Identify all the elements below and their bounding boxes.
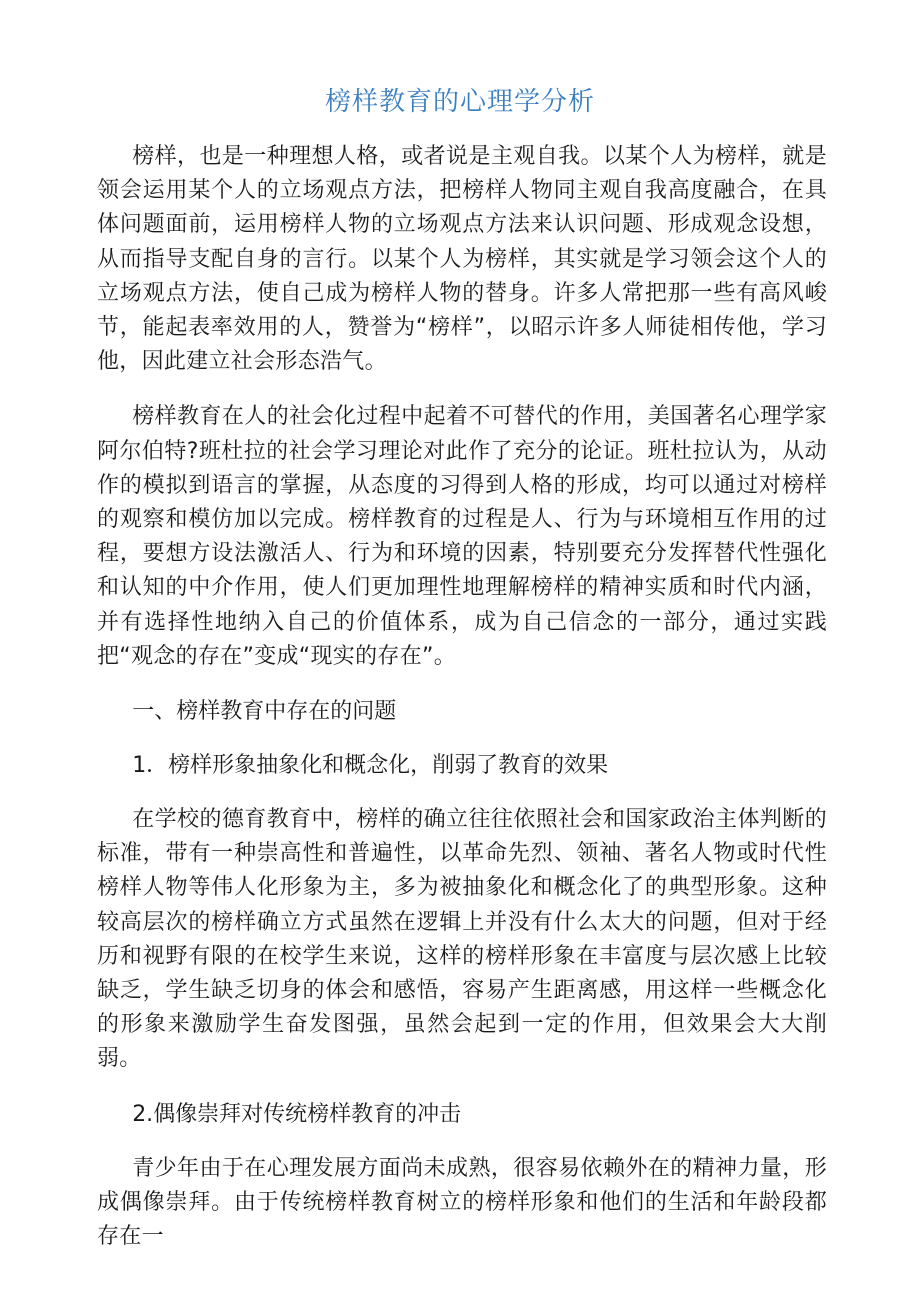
document-title: 榜样教育的心理学分析 bbox=[324, 87, 595, 117]
paragraph-4: 青少年由于在心理发展方面尚未成熟，很容易依赖外在的精神力量，形成偶像崇拜。由于传统榜样教育树立的榜样形象和他们的生活和年龄段都存在一 bbox=[97, 1155, 827, 1250]
paragraph-2: 榜样教育在人的社会化过程中起着不可替代的作用，美国著名心理学家阿尔伯特?班杜拉的社会学习理论对此作了充分的论证。班杜拉认为，从动作的模拟到语言的掌握，从态度的习得到人格的形成，均可以通过对榜样的观察和模仿加以完成。榜样教育的过程是人、行为与环境相互作用的过程，要想方设法激活人、行为和环境的因素，特别要充分发挥替代性强化和认知的中介作用，使人们更加理性地理解榜样的精神实质和时代内涵，并有选择性地纳入自己的价值体系，成为自己信念的一部分，通过实践把“观念的存在”变成“现实的存在”。 bbox=[97, 404, 827, 669]
subsection-heading-2: 2.偶像崇拜对传统榜样教育的冲击 bbox=[132, 1101, 462, 1127]
subsection-heading-1: 1．榜样形象抽象化和概念化，削弱了教育的效果 bbox=[132, 753, 609, 779]
document-body bbox=[97, 140, 827, 1254]
paragraph-1: 榜样，也是一种理想人格，或者说是主观自我。以某个人为榜样，就是领会运用某个人的立场观点方法，把榜样人物同主观自我高度融合，在具体问题面前，运用榜样人物的立场观点方法来认识问题、形成观念设想，从而指导支配自身的言行。以某个人为榜样，其实就是学习领会这个人的立场观点方法，使自己成为榜样人物的替身。许多人常把那一些有高风峻节，能起表率效用的人，赞誉为“榜样”，以昭示许多人师徒相传他，学习他，因此建立社会形态浩气。 bbox=[97, 144, 827, 375]
section-heading-1: 一、榜样教育中存在的问题 bbox=[132, 699, 397, 725]
paragraph-3: 在学校的德育教育中，榜样的确立往往依照社会和国家政治主体判断的标准，带有一种崇高性和普遍性，以革命先烈、领袖、著名人物或时代性榜样人物等伟人化形象为主，多为被抽象化和概念化了的典型形象。这种较高层次的榜样确立方式虽然在逻辑上并没有什么太大的问题，但对于经历和视野有限的在校学生来说，这样的榜样形象在丰富度与层次感上比较缺乏，学生缺乏切身的体会和感悟，容易产生距离感，用这样一些概念化的形象来激励学生奋发图强，虽然会起到一定的作用，但效果会大大削弱。 bbox=[97, 807, 827, 1072]
